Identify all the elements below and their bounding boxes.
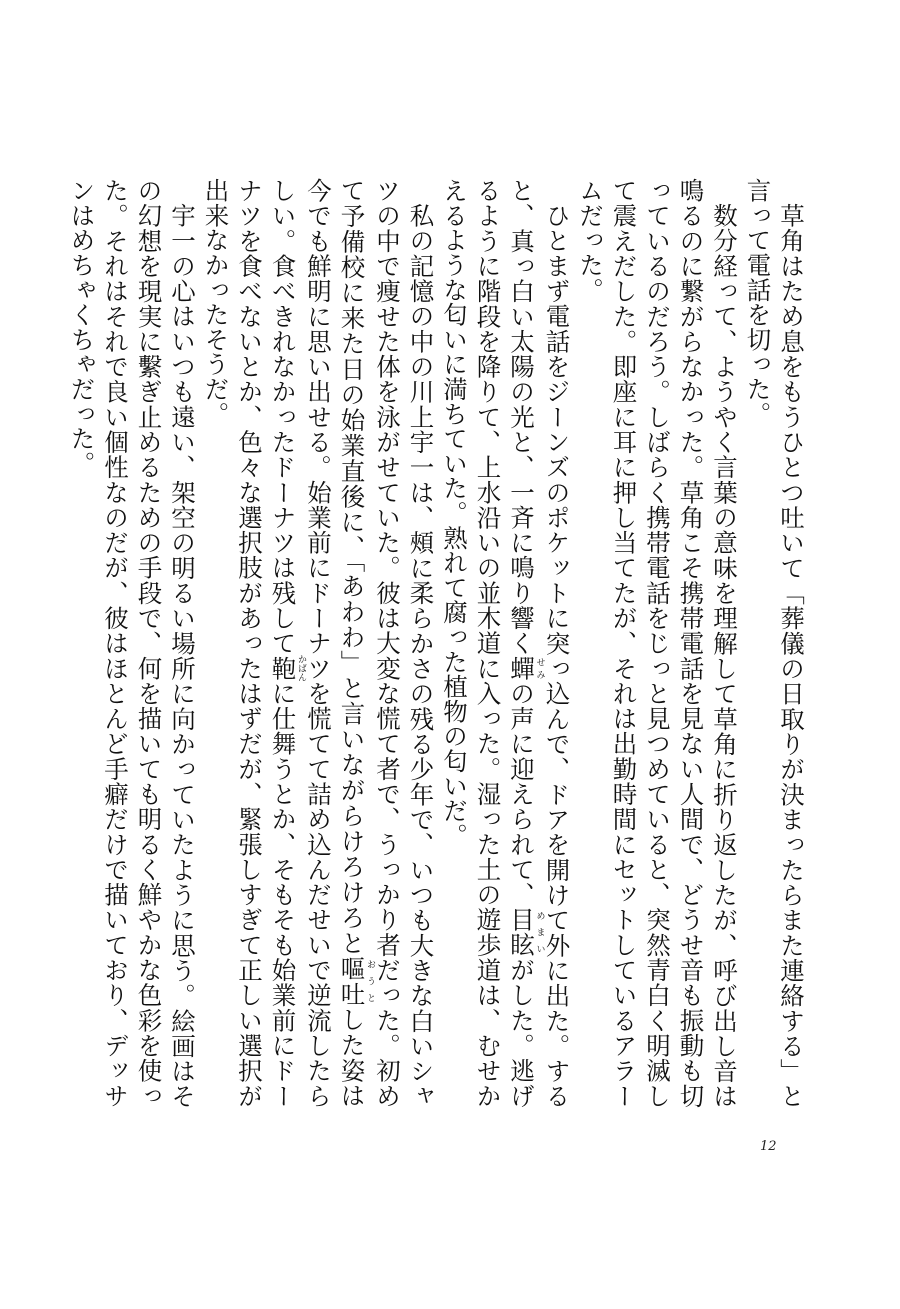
paragraph <box>199 178 438 1108</box>
paragraph <box>574 178 742 1108</box>
ruby-base: 鞄 <box>268 654 298 682</box>
ruby-reading: かばん <box>296 654 306 682</box>
text-run: ひとまず電話をジーンズのポケットに突っ込んで、ドアを開けて外に出た。すると、真っ白い太陽の光と、一斉に鳴り響く <box>507 178 572 1108</box>
page-number: 12 <box>760 1139 777 1154</box>
text-run: 宇一の心はいつも遠い、架空の明るい場所に向かっていたように思う。絵画はその幻想を現実に繫ぎ止めるための手段で、何を描いても明るく鮮やかな色彩を使った。それはそれで良い個性なのだが、彼はほとんど手癖だけで描いており、デッサンはめちゃくちゃだった。 <box>67 178 197 1108</box>
ruby-annotation <box>268 654 306 682</box>
ruby-base: 蟬 <box>507 655 536 681</box>
ruby-annotation <box>337 955 375 1007</box>
ruby-annotation <box>507 655 545 681</box>
text-run: 草角はため息をもうひとつ吐いて「葬儀の日取りが決まったらまた連絡する」と言って電話を切った。 <box>743 178 806 1108</box>
ruby-base: 目眩 <box>507 907 536 958</box>
ruby-reading: おうと <box>365 955 375 1007</box>
text-run: に仕舞うとか、そもそも始業前にドーナツを食べないとか、色々な選択肢があったはずだが、緊張しすぎて正しい選択が出来なかったそうだ。 <box>201 178 298 1108</box>
text-run: した姿は今でも鮮明に思い出せる。始業前にドーナツを慌てて詰め込んだせいで逆流したらしい。食べきれなかったドーナツは残して <box>268 178 367 1108</box>
text-run: 数分経って、ようやく言葉の意味を理解して草角に折り返したが、呼び出し音は鳴るのに繋がらなかった。草角こそ携帯電話を見ない人間で、どうせ音も振動も切っているのだろう。しばらく携帯電話をじっと見つめていると、突然青白く明滅して震えだした。即座に耳に押し当てたが、それは出勤時間にセットしているアラームだった。 <box>576 178 739 1108</box>
paragraph <box>741 178 808 1108</box>
ruby-base: 嘔吐 <box>337 955 367 1007</box>
ruby-annotation <box>507 907 545 958</box>
ruby-reading: めまい <box>534 907 545 958</box>
ruby-reading: せみ <box>534 655 545 681</box>
text-run: がした。逃げるように階段を降りて、上水沿いの並木道に入った。湿った土の遊歩道は、むせかえるような匂いに満ちていた。熟れて腐った植物の匂いだ。 <box>440 178 536 1109</box>
text-run: の声に迎えられて、 <box>507 680 536 908</box>
paragraph <box>438 178 574 1108</box>
text-run: 私の記憶の中の川上宇一は、頰に柔らかさの残る少年で、いつも大きな白いシャツの中で痩せた体を泳がせていた。彼は大変な慌て者で、うっかり者だった。初めて予備校に来た日の始業直後に、「あわわ」と言いながらけろけろと <box>337 178 436 1108</box>
vertical-text-body <box>65 178 808 1108</box>
paragraph <box>65 178 199 1108</box>
